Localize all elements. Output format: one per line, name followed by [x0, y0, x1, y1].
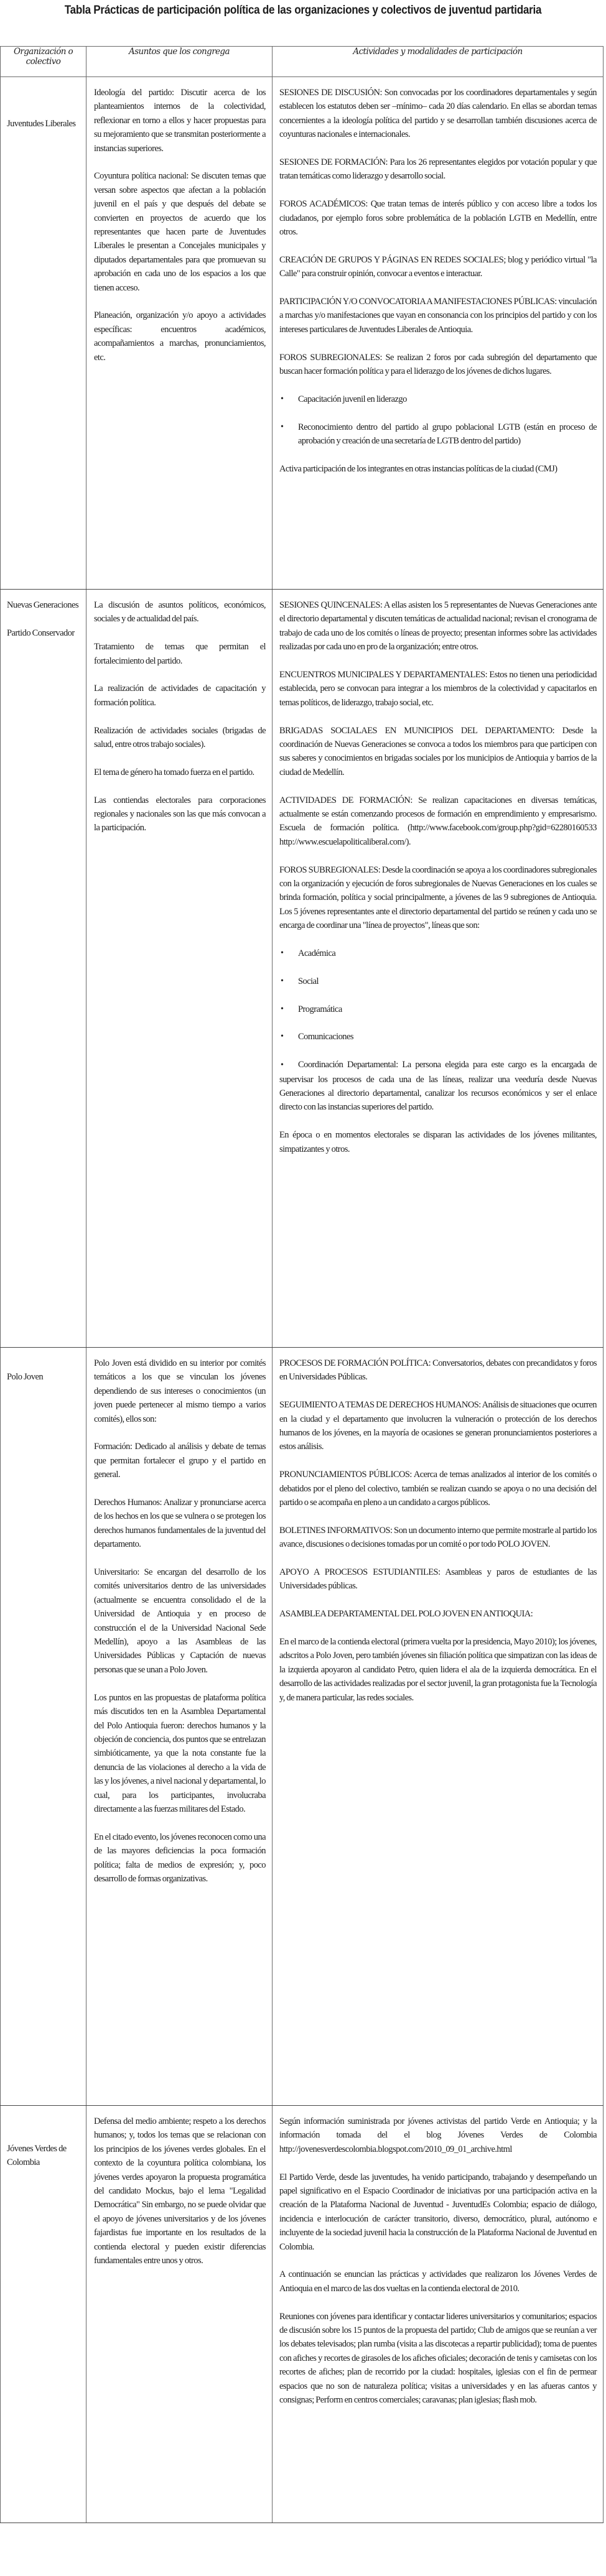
actividad-paragraph: PARTICIPACIÓN Y/O CONVOCATORIA A MANIFESTACIONES PÚBLICAS: vinculación a marchas y/o manifestaciones que vayan en consonancia con los principios del partido y con los intereses particulares de Juventudes Liberales de Antioquia.: [279, 297, 597, 335]
table-row: [1, 2106, 604, 2523]
actividad-paragraph: APOYO A PROCESOS ESTUDIANTILES: Asambleas y paros de estudiantes de las Universidades públicas.: [279, 1567, 597, 1591]
actividad-paragraph: SEGUIMIENTO A TEMAS DE DERECHOS HUMANOS: Análisis de situaciones que ocurren en la ciudad y el departamento que involucren la vulneración o protección de los derechos humanos de los jóvenes, en la mayoría de ocasiones se generan pronunciamientos posteriores a estos análisis.: [279, 1400, 597, 1452]
bullet-icon: •: [281, 948, 284, 958]
org-name: Nuevas Generaciones: [7, 600, 79, 610]
bullet-item: [279, 1030, 597, 1044]
asunto-paragraph: Planeación, organización y/o apoyo a actividades específicas: encuentros académicos, acompañamientos a marchas, pronunciamientos, etc.: [94, 310, 266, 363]
actividad-paragraph: FOROS SUBREGIONALES: Desde la coordinación se apoya a los coordinadores subregionales con la organización y ejecución de foros subregionales de Nuevas Generaciones en los cuales se brinda formación, política y social principalmente, a jóvenes de las 9 subregiones de Antioquia. Los 5 jóvenes representantes ante el directorio departamental del partido se reúnen y cada uno se encarga de coordinar una "línea de proyectos", líneas que son:: [279, 864, 597, 931]
bullet-item: [279, 420, 597, 448]
bullet-text: Capacitación juvenil en liderazgo: [298, 394, 407, 404]
actividades-cell: [273, 590, 604, 1348]
bullet-icon: •: [281, 976, 284, 986]
bullet-text: Coordinación Departamental: La persona elegida para este cargo es la encargada de supervisar los procesos de cada una de las líneas, realizar una veeduría desde Nuevas Generaciones al directorio departamental, canalizar los recursos económicos y ser el enlace directo con las instancias superiores del partido.: [279, 1060, 597, 1113]
asunto-paragraph: En el citado evento, los jóvenes reconocen como una de las mayores deficiencias la poca formación política; falta de medios de expresión; y, poco desarrollo de formas organizativas.: [94, 1832, 266, 1884]
asunto-paragraph: Formación: Dedicado al análisis y debate de temas que permitan fortalecer el grupo y el partido en general.: [94, 1442, 266, 1480]
actividad-paragraph: El Partido Verde, desde las juventudes, ha venido participando, trabajando y desempeñando un papel significativo en el Espacio Coordinador de iniciativas por una participación activa en la creación de la Plataforma Nacional de Juventud - JuventudEs Colombia; espacio de diálogo, incidencia e interlocución de carácter transitorio, diverso, democrático, plural, autónomo e incluyente de la sociedad juvenil hacia la construcción de la Plataforma Nacional de Juventud en Colombia.: [279, 2172, 597, 2252]
asunto-paragraph: Derechos Humanos: Analizar y pronunciarse acerca de los hechos en los que se vulnera o se protegen los derechos humanos fundamentales de la juventud del departamento.: [94, 1498, 266, 1550]
actividades-cell: [273, 2106, 604, 2523]
actividad-paragraph: SESIONES DE FORMACIÓN: Para los 26 representantes elegidos por votación popular y que tratan temáticas como liderazgo y desarrollo social.: [279, 157, 597, 182]
actividades-cell: [273, 1348, 604, 2106]
org-name: Polo Joven: [7, 1372, 44, 1382]
org-cell: [1, 77, 86, 590]
asunto-paragraph: Ideología del partido: Discutir acerca de los planteamientos internos de la colectividad, reflexionar en torno a ellos y hacer propuestas para su mejoramiento que se transmitan posteriormente a instancias superiores.: [94, 88, 266, 154]
org-name: Juventudes Liberales: [7, 119, 76, 129]
bullet-item: [279, 1058, 597, 1114]
asunto-paragraph: Coyuntura política nacional: Se discuten temas que versan sobre aspectos que afectan a la población juvenil en el país y que después del debate se convierten en proyectos de acuerdo que los representantes que hacen parte de Juventudes Liberales le presentan a Concejales municipales y diputados departamentales para que promuevan su aprobación en cada uno de los espacios a los que tienen acceso.: [94, 171, 266, 293]
actividad-paragraph: PRONUNCIAMIENTOS PÚBLICOS: Acerca de temas analizados al interior de los comités o debatidos por el pleno del colectivo, también se realizan cuando se apoya o no una decisión del partido o se acompaña en pleno a un candidato a cargos públicos.: [279, 1470, 597, 1508]
org-cell: [1, 2106, 86, 2523]
org-party: Partido Conservador: [7, 628, 75, 638]
asunto-paragraph: El tema de género ha tomado fuerza en el partido.: [94, 767, 254, 777]
asunto-paragraph: La realización de actividades de capacitación y formación política.: [94, 683, 266, 708]
actividad-paragraph: BOLETINES INFORMATIVOS: Son un documento interno que permite mostrarle al partido los avance, discusiones o decisiones tomadas por un comité o por todo POLO JOVEN.: [279, 1525, 597, 1550]
bullet-item: [279, 392, 597, 406]
asunto-paragraph: Tratamiento de temas que permitan el fortalecimiento del partido.: [94, 642, 266, 666]
table-row: [1, 590, 604, 1348]
bullet-icon: •: [281, 394, 284, 404]
actividad-paragraph: FOROS SUBREGIONALES: Se realizan 2 foros por cada subregión del departamento que buscan hacer formación política y para el liderazgo de los jóvenes de dichos lugares.: [279, 352, 597, 377]
asunto-paragraph: Polo Joven está dividido en su interior por comités temáticos a los que se vinculan los jóvenes dependiendo de sus intereses o conocimientos (un joven puede pertenecer al mismo tiempo a varios comités), ellos son:: [94, 1358, 266, 1424]
asunto-paragraph: La discusión de asuntos políticos, económicos, sociales y de actualidad del país.: [94, 600, 266, 624]
bullet-icon: •: [281, 1004, 284, 1014]
actividad-paragraph: Reuniones con jóvenes para identificar y contactar lideres universitarios y comunitarios; espacios de discusión sobre los 15 puntos de la propuesta del partido; Club de amigos que se reunían a ver los debates televisados; plan rumba (visita a las discotecas a repartir publicidad); toma de puentes con afiches y recortes de girasoles de los afiches oficiales; decoración de tenis y camisetas con los recortes de afiches; plan de recorrido por la ciudad: hospitales, iglesias con el fin de permear espacios que no son de naturaleza política; visitas a universidades y en las afueras cantos y consignas; Perform en centros comerciales; caravanas; plan iglesias; flash mob.: [279, 2311, 597, 2406]
org-cell: [1, 1348, 86, 2106]
practices-table: [0, 46, 604, 2523]
table-row: [1, 1348, 604, 2106]
bullet-icon: •: [281, 1032, 284, 1042]
bullet-icon: •: [281, 422, 284, 432]
table-row: [1, 77, 604, 590]
bullet-text: Comunicaciones: [298, 1032, 353, 1042]
asuntos-cell: [86, 77, 273, 590]
actividad-paragraph: A continuación se enuncian las prácticas y actividades que realizaron los Jóvenes Verdes de Antioquia en el marco de las dos vueltas en la contienda electoral de 2010.: [279, 2269, 597, 2294]
header-actividades: Actividades y modalidades de participación: [273, 47, 604, 77]
bullet-text: Reconocimiento dentro del partido al grupo poblacional LGTB (están en proceso de aprobación y creación de una secretaría de LGTB dentro del partido): [298, 422, 597, 447]
actividad-paragraph: BRIGADAS SOCIALAES EN MUNICIPIOS DEL DEPARTAMENTO: Desde la coordinación de Nuevas Generaciones se convoca a todos los miembros para que participen con sus saberes y conocimientos en brigadas sociales por los municipios de Antioquia y barrios de la ciudad de Medellín.: [279, 725, 597, 777]
actividad-paragraph: En época o en momentos electorales se disparan las actividades de los jóvenes militantes, simpatizantes y otros.: [279, 1130, 597, 1154]
header-organizacion: Organización o colectivo: [1, 47, 86, 77]
actividad-paragraph: En el marco de la contienda electoral (primera vuelta por la presidencia, Mayo 2010); los jóvenes, adscritos a Polo Joven, pero también jóvenes sin filiación política que simpatizan con las ideas de la izquierda apoyaron al candidato Petro, quien lidera el ala de la izquierda democrática. En el desarrollo de las actividades realizadas por el sector juvenil, la gran protagonista fue la Tecnología y, de manera particular, las redes sociales.: [279, 1637, 597, 1703]
actividad-paragraph: SESIONES QUINCENALES: A ellas asisten los 5 representantes de Nuevas Generaciones ante el directorio departamental y discuten temáticas de actualidad nacional; revisan el cronograma de trabajo de cada uno de los comités o líneas de proyecto; presentan informes sobre las actividades realizadas por cada uno en pro de la organización; entre otros.: [279, 600, 597, 652]
actividad-paragraph: PROCESOS DE FORMACIÓN POLÍTICA: Conversatorios, debates con precandidatos y foros en Universidades Públicas.: [279, 1358, 597, 1383]
bullet-text: Académica: [298, 948, 336, 959]
asunto-paragraph: Las contiendas electorales para corporaciones regionales y nacionales son las que más convocan a la participación.: [94, 795, 266, 833]
actividad-paragraph: CREACIÓN DE GRUPOS Y PÁGINAS EN REDES SOCIALES; blog y periódico virtual "la Calle" para construir opinión, convocar a eventos e interactuar.: [279, 254, 597, 279]
actividades-cell: [273, 77, 604, 590]
asuntos-cell: [86, 590, 273, 1348]
bullet-item: [279, 975, 597, 988]
actividad-paragraph: SESIONES DE DISCUSIÓN: Son convocadas por los coordinadores departamentales y según establecen los estatutos deben ser –mínimo– cada 20 días calendario. En ellas se abordan temas concernientes a la ideología política del partido y se desarrollan también discusiones acerca de coyunturas nacionales e internacionales.: [279, 88, 597, 140]
actividad-paragraph: FOROS ACADÉMICOS: Que tratan temas de interés público y con acceso libre a todos los ciudadanos, por ejemplo foros sobre problemática de la población LGTB en Medellín, entre otros.: [279, 199, 597, 238]
org-name: Jóvenes Verdes de Colombia: [7, 2144, 67, 2168]
asunto-paragraph: Los puntos en las propuestas de plataforma política más discutidos ten en la Asamblea Departamental del Polo Antioquia fueron: derechos humanos y la objeción de conciencia, dos puntos que se entrelazan simbióticamente, ya que la nota constante fue la denuncia de las violaciones al derecho a la vida de las y los jóvenes, a nivel nacional y departamental, lo cual, para los participantes, involucraba directamente a las fuerzas militares del Estado.: [94, 1692, 266, 1814]
bullet-item: [279, 1003, 597, 1016]
bullet-text: Programática: [298, 1004, 342, 1014]
actividad-paragraph: ACTIVIDADES DE FORMACIÓN: Se realizan capacitaciones en diversas temáticas, actualmente se están comenzando procesos de formación en emprendimiento y empresarismo. Escuela de formación política. (http://www.facebook.com/group.php?gid=62280160533 http://www.escuelapoliticaliberal.com/).: [279, 795, 597, 847]
asunto-paragraph: Universitario: Se encargan del desarrollo de los comités universitarios dentro de las universidades (actualmente se encuentra consolidado el de la Universidad de Antioquia y en proceso de construcción el de la Universidad Nacional Sede Medellín), apoyo a las Asambleas de las Universidades Públicas y Captación de nuevas personas que se unan a Polo Joven.: [94, 1567, 266, 1675]
org-cell: [1, 590, 86, 1348]
asunto-paragraph: Realización de actividades sociales (brigadas de salud, entre otros trabajo sociales).: [94, 725, 266, 750]
table-header-row: [1, 47, 604, 77]
header-asuntos: Asuntos que los congrega: [86, 47, 273, 77]
asuntos-cell: [86, 2106, 273, 2523]
bullet-text: Social: [298, 976, 319, 986]
actividad-paragraph: Según información suministrada por jóvenes activistas del partido Verde en Antioquia; y la información tomada del el blog Jóvenes Verdes de Colombia http://jovenesverdescolombia.blogspot.com/2010_09_01_archive.html: [279, 2116, 597, 2154]
page-title: Tabla Prácticas de participación política de las organizaciones y colectivos de juventud partidaria: [64, 4, 542, 17]
bullet-icon: •: [281, 1060, 284, 1070]
asunto-paragraph: Defensa del medio ambiente; respeto a los derechos humanos; y, todos los temas que se relacionan con los principios de los jóvenes verdes globales. En el contexto de la coyuntura política colombiana, los jóvenes verdes apoyaron la propuesta programática del candidato Mockus, bajo el lema "Legalidad Democrática" Sin embargo, no se puede olvidar que el apoyo de jóvenes universitarios y de los jóvenes fajardistas fue importante en los resultados de la contienda electoral y pueden existir diferencias fundamentales entre unos y otros.: [94, 2116, 266, 2266]
actividad-paragraph: ASAMBLEA DEPARTAMENTAL DEL POLO JOVEN EN ANTIOQUIA:: [279, 1609, 533, 1619]
actividad-paragraph: ENCUENTROS MUNICIPALES Y DEPARTAMENTALES: Estos no tienen una periodicidad establecida, pero se convocan para integrar a los miembros de la colectividad y capacitarlos en temas políticos, de liderazgo, trabajo social, etc.: [279, 670, 597, 708]
actividad-paragraph: Activa participación de los integrantes en otras instancias políticas de la ciudad (CMJ): [279, 463, 557, 474]
asuntos-cell: [86, 1348, 273, 2106]
bullet-item: [279, 947, 597, 960]
